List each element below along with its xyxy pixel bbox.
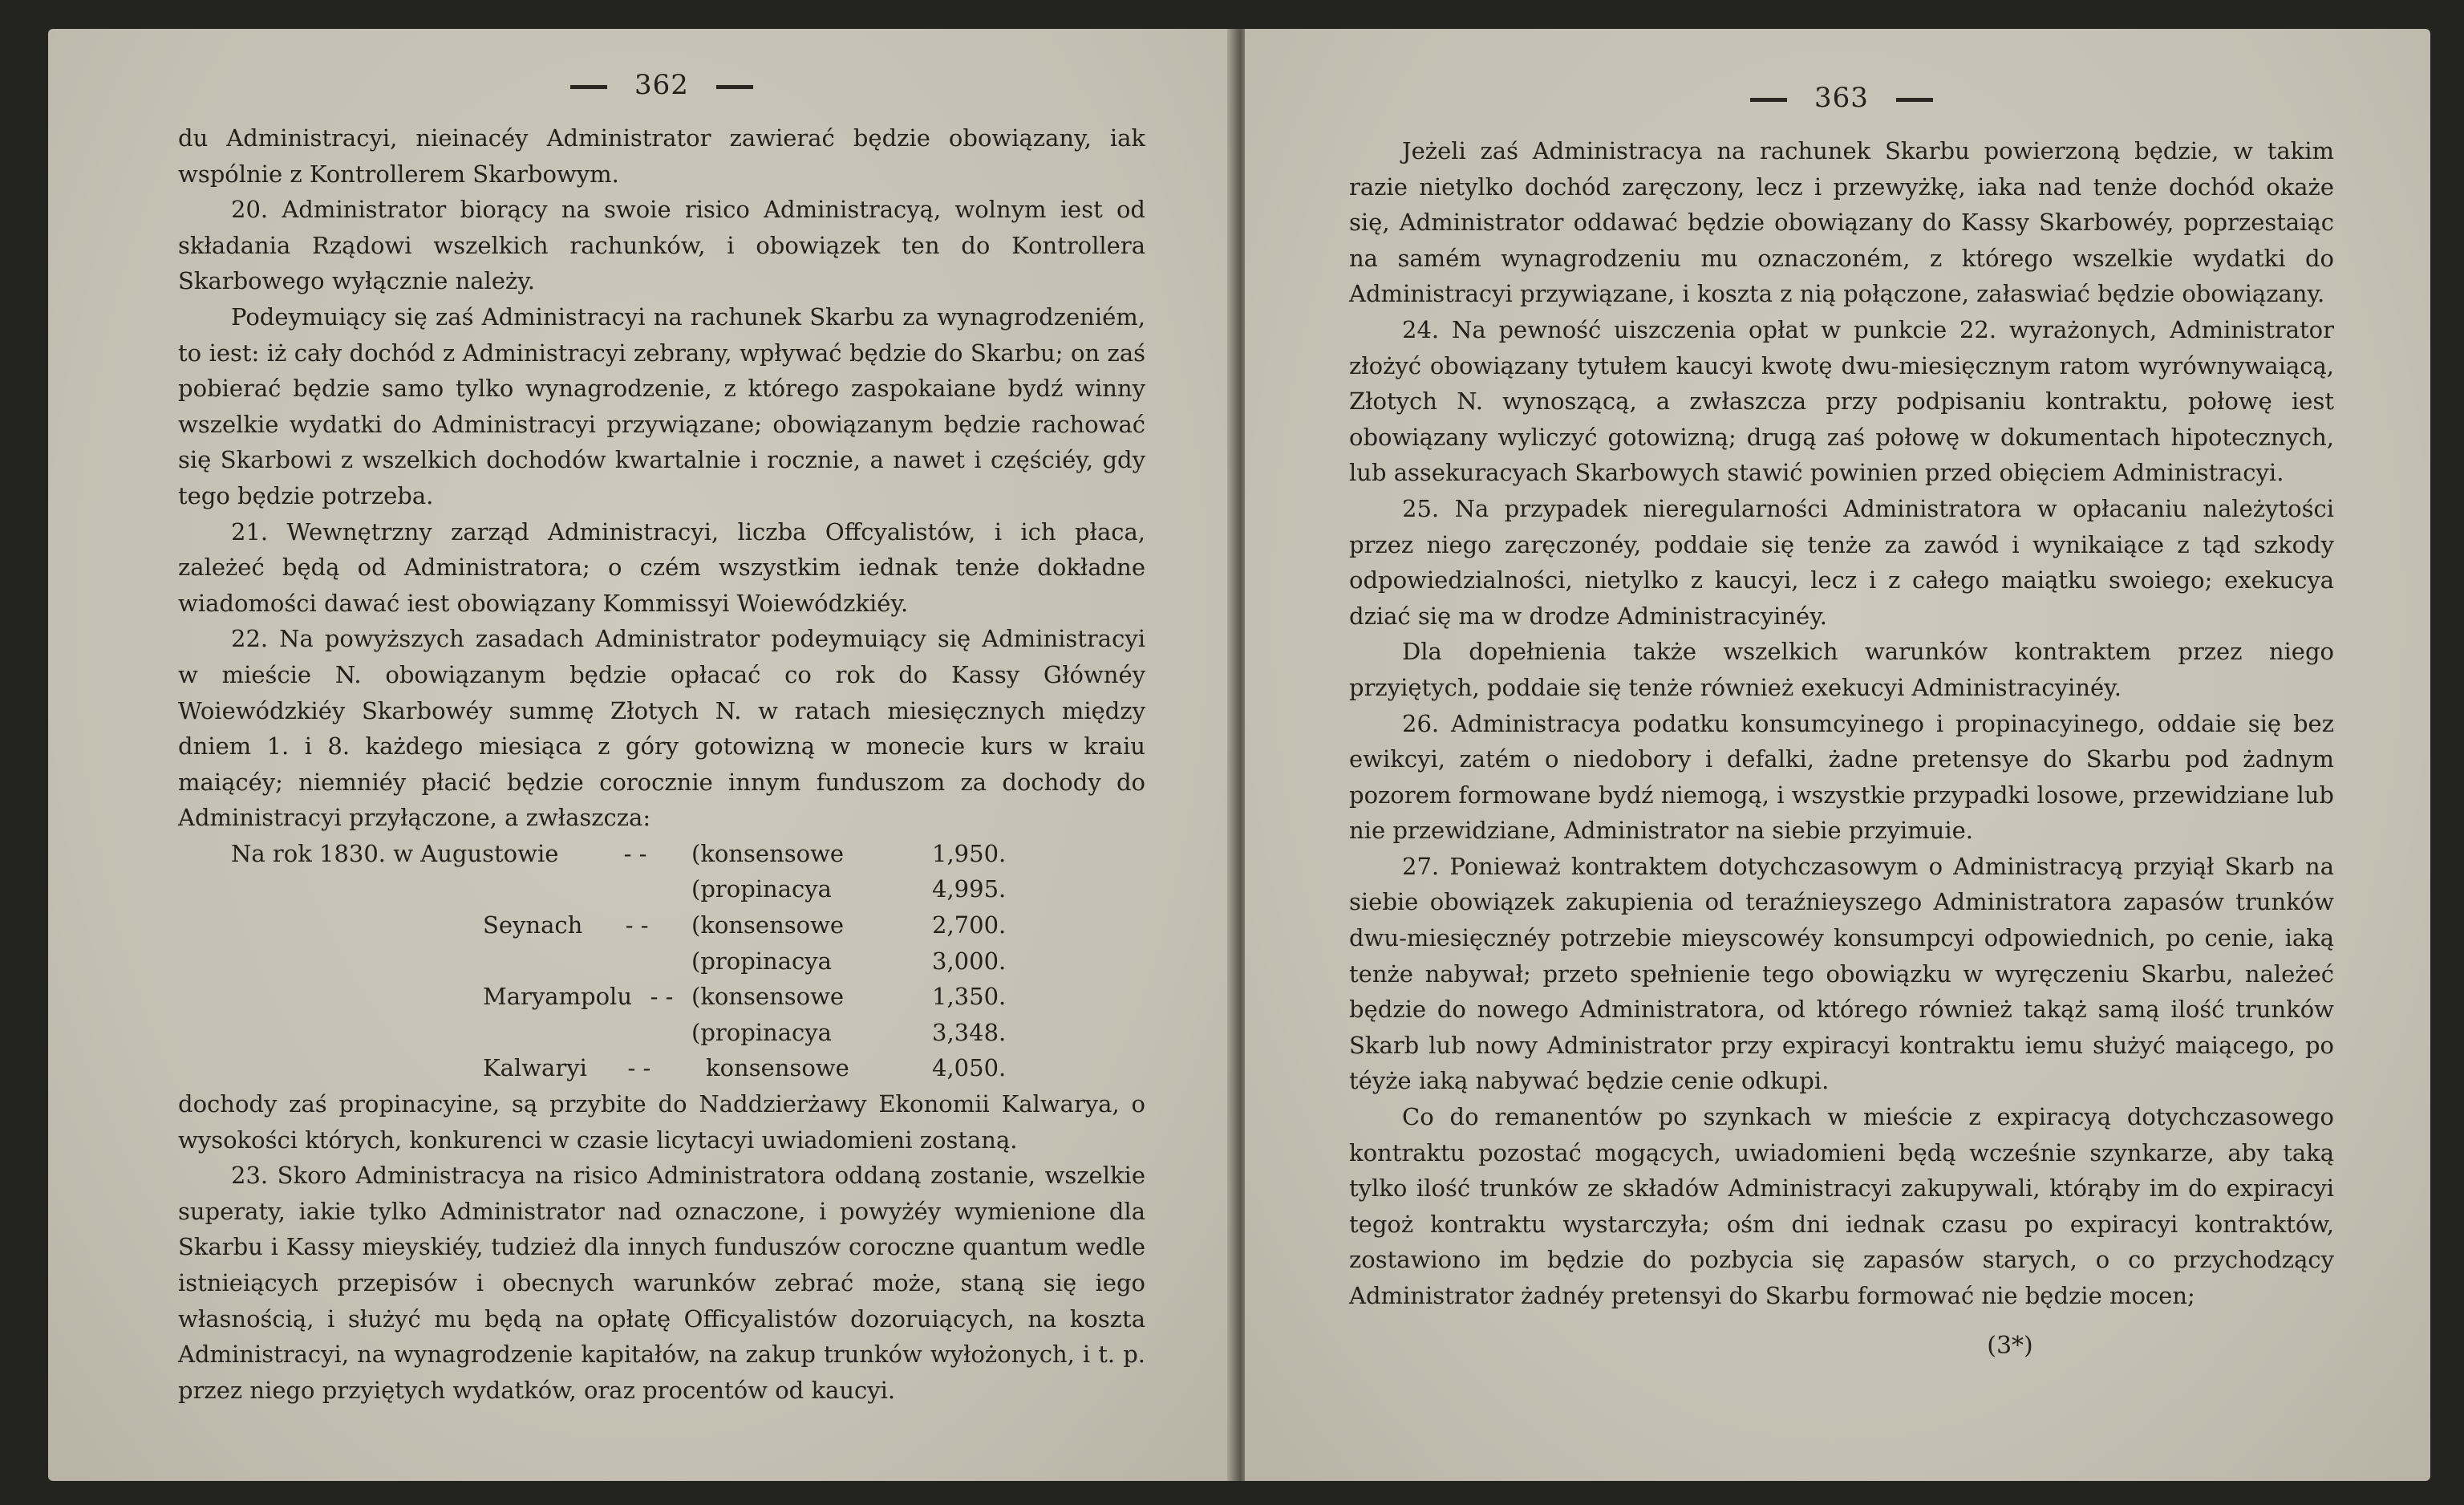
table-amount: 4,995. (932, 875, 1007, 903)
table-amount: 3,348. (932, 1018, 1007, 1046)
paragraph: Co do remanentów po szynkach w mieście z expiracyą dotychczasowego kontraktu pozostać mogących, uwiadomieni będą wcześnie szynkarze, aby taką tylko ilość trunków ze składów Administracyi zakupywali, którąby im do expiracyi tegoż kontraktu wystarczyła; ośm dni iednak czasu po expiracyi kontraktów, zostawiono im będzie do pozbycia się zapasów starych, o co przychodzący Administrator żadnéy pretensyi do Skarbu formować nie będzie mocen; (1349, 1103, 2334, 1309)
dots: - - (623, 839, 647, 867)
paragraph: du Administracyi, nieinacéy Administrator zawierać będzie obowiązany, iak wspólnie z Kontrollerem Skarbowym. (178, 124, 1145, 188)
table-place (178, 871, 691, 907)
place-name: Seynach (483, 911, 583, 939)
table-row (178, 907, 1145, 943)
table-row (178, 871, 1145, 907)
table-amount: 1,950. (932, 839, 1007, 867)
dots: - - (625, 911, 649, 939)
table-place (178, 836, 691, 872)
page-header (178, 61, 1145, 109)
table-place (178, 979, 691, 1015)
table-amount: 2,700. (932, 911, 1007, 939)
table-place (178, 907, 691, 943)
header-dash (716, 85, 753, 89)
right-page (1245, 29, 2430, 1481)
page-number: 362 (634, 69, 689, 101)
table-kind: konsensowe (706, 1054, 849, 1082)
paragraph: 21. Wewnętrzny zarząd Administracyi, liczba Offcyalistów, i ich płaca, zależeć będą od Administratora; o czém wszystkim iednak tenże dokładne wiadomości dawać iest obowiązany Kommissyi Woiewódzkiéy. (178, 517, 1145, 617)
table-row (178, 979, 1145, 1015)
open-book (48, 29, 2430, 1481)
table-kind: (propinacya (691, 875, 832, 903)
paragraph: 26. Administracya podatku konsumcyinego i propinacyinego, oddaie się bez ewikcyi, zatém o niedobory i defalki, żadne pretensye do Skarbu pod żadnym pozorem formowane bydź niemogą, i wszystkie przypadki losowe, przewidziane lub nie przewidziane, Administrator na siebie przyimuie. (1349, 709, 2334, 845)
paragraph: 22. Na powyższych zasadach Administrator podeymuiący się Administracyi w mieście N. obowiązanym będzie opłacać co rok do Kassy Głównéy Woiewódzkiéy Skarbowéy summę Złotych N. w ratach miesięcznych między dniem 1. i 8. każdego miesiąca z góry gotowizną w monecie kurs w kraiu maiącéy; niemniéy płacić będzie corocznie innym funduszom za dochody do Administracyi przyłączone, a zwłaszcza: (178, 625, 1145, 832)
table-row (178, 943, 1145, 980)
table-place (178, 943, 691, 980)
paragraph: dochody zaś propinacyine, są przybite do Naddzierżawy Ekonomii Kalwarya, o wysokości których, konkurenci w czasie licytacyi uwiadomieni zostaną. (178, 1090, 1145, 1154)
page-number: 363 (1814, 82, 1869, 114)
table-place (178, 1050, 691, 1086)
table-amount: 3,000. (932, 947, 1007, 975)
fees-table (178, 836, 1145, 1086)
table-row (178, 1015, 1145, 1051)
place-name: Maryampolu (483, 983, 632, 1011)
table-amount: 1,350. (932, 983, 1007, 1011)
paragraph: Dla dopełnienia także wszelkich warunków kontraktem przez niego przyiętych, poddaie się tenże również exekucyi Administracyinéy. (1349, 638, 2334, 701)
header-dash (1896, 98, 1933, 102)
table-amount: 4,050. (932, 1054, 1007, 1082)
dots: - - (627, 1054, 651, 1082)
page-body-continued (178, 1086, 1145, 1408)
table-kind: (konsensowe (691, 911, 845, 939)
dots (579, 1015, 691, 1051)
paragraph: 24. Na pewność uiszczenia opłat w punkcie 22. wyrażonych, Administrator złożyć obowiązany tytułem kaucyi kwotę dwu-miesięcznym ratom wyrównywaiącą, Złotych N. wynoszącą, a zwłaszcza przy podpisaniu kontraktu, połowę iest obowiązany wyliczyć gotowizną; drugą zaś połowę w dokumentach hipotecznych, lub assekuracyach Skarbowych stawić powinien przed obięciem Administracyi. (1349, 315, 2334, 487)
dots (579, 871, 691, 907)
table-kind: (konsensowe (691, 983, 845, 1011)
table-row (178, 1050, 1145, 1086)
table-kind: (propinacya (691, 947, 832, 975)
paragraph: 23. Skoro Administracya na risico Administratora oddaną zostanie, wszelkie superaty, iakie tylko Administrator nad oznaczone, i powyżéy wymienione dla Skarbu i Kassy mieyskiéy, tudzież dla innych funduszów coroczne quantum wedle istnieiących przepisów i obecnych warunków zebrać może, staną się iego własnością, i służyć mu będą na opłatę Officyalistów dozoruiących, na koszta Administracyi, na wynagrodzenie kapitałów, na zakup trunków wyłożonych, i t. p. przez niego przyiętych wydatków, oraz procentów od kaucyi. (178, 1162, 1145, 1404)
dots (579, 943, 691, 980)
paragraph: Podeymuiący się zaś Administracyi na rachunek Skarbu za wynagrodzeniém, to iest: iż cały dochód z Administracyi zebrany, wpływać będzie do Skarbu; on zaś pobierać będzie samo tylko wynagrodzenie, z którego zaspokaiane bydź winny wszelkie wydatki do Administracyi przywiązane; obowiązanym będzie rachować się Skarbowi z wszelkich dochodów kwartalnie i rocznie, a nawet i częściéy, gdy tego będzie potrzeba. (178, 302, 1145, 509)
page-body (1349, 133, 2334, 1314)
place-name: Kalwaryi (483, 1054, 587, 1082)
place-name: Na rok 1830. w Augustowie (231, 839, 559, 867)
page-body (178, 120, 1145, 836)
signature-mark: (3*) (1987, 1331, 2033, 1360)
paragraph: 27. Ponieważ kontraktem dotychczasowym o Administracyą przyiął Skarb na siebie obowiązek zakupienia od teraźnieyszego Administratora zapasów trunków dwu-miesięcznéy potrzebie mieyscowéy konsumpcyi odpowiednich, po cenie, iaką tenże nabywał; przeto spełnienie tego obowiązku w wyręczeniu Skarbu, należeć będzie do nowego Administratora, od którego również takąż samą ilość trunków Skarb lub nowy Administrator przy expiracyi kontraktu iemu służyć maiącego, po téyże iaką nabywać będzie cenie odkupi. (1349, 852, 2334, 1095)
page-header (1349, 74, 2334, 122)
dots: - - (650, 983, 674, 1011)
paragraph: Jeżeli zaś Administracya na rachunek Skarbu powierzoną będzie, w takim razie nietylko dochód zaręczony, lecz i przewyżkę, iaka nad tenże dochód okaże się, Administrator oddawać będzie obowiązany do Kassy Skarbowéy, poprzestaiąc na samém wynagrodzeniu mu oznaczoném, z którego wszelkie wydatki do Administracyi przywiązane, i koszta z nią połączone, załaswiać będzie obowiązany. (1349, 137, 2334, 308)
paragraph: 25. Na przypadek nieregularności Administratora w opłacaniu należytości przez niego zaręczonéy, poddaie się tenże za zawód i wynikaiące z tąd szkody odpowiedzialności, nietylko z kaucyi, lecz i z całego maiątku swoiego; exekucya dziać się ma w drodze Administracyinéy. (1349, 494, 2334, 630)
table-row (178, 836, 1145, 872)
paragraph: 20. Administrator biorący na swoie risico Administracyą, wolnym iest od składania Rządowi wszelkich rachunków, i obowiązek ten do Kontrollera Skarbowego wyłącznie należy. (178, 196, 1145, 295)
header-dash (570, 85, 607, 89)
table-kind: (propinacya (691, 1018, 832, 1046)
table-kind: (konsensowe (691, 839, 845, 867)
left-page (48, 29, 1234, 1481)
header-dash (1750, 98, 1787, 102)
table-place (178, 1015, 691, 1051)
